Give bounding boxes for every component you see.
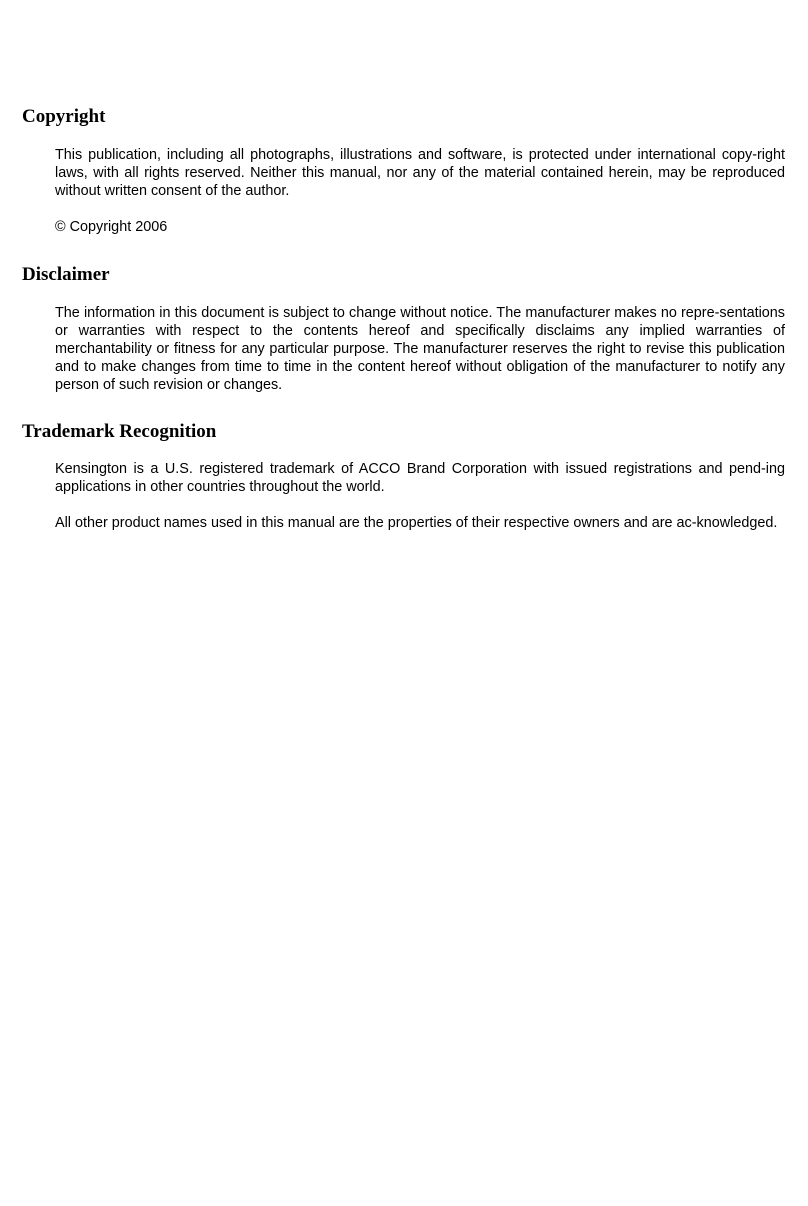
copyright-paragraph: This publication, including all photographs, illustrations and software, is protected under international copy-right laws, with all rights reserved. Neither this manual, nor any of the material contained herein, may be reproduced without written consent of the author. (55, 147, 785, 199)
disclaimer-paragraph: The information in this document is subject to change without notice. The manufacturer makes no repre-sentations or warranties with respect to the contents hereof and specifically disclaims any implied warranties of merchantability or fitness for any particular purpose. The manufacturer reserves the right to revise this publication and to make changes from time to time in the content hereof without obligation of the manufacturer to notify any person of such revision or changes. (55, 305, 785, 393)
trademark-paragraph-kensington: Kensington is a U.S. registered trademark of ACCO Brand Corporation with issued registrations and pend-ing applications in other countries throughout the world. (55, 461, 785, 495)
disclaimer-heading: Disclaimer (22, 264, 110, 285)
trademark-heading: Trademark Recognition (22, 421, 217, 442)
copyright-heading: Copyright (22, 106, 106, 127)
copyright-year-line: © Copyright 2006 (55, 219, 168, 235)
trademark-paragraph-other-names: All other product names used in this manual are the properties of their respective owners and are ac-knowledged. (55, 515, 778, 531)
